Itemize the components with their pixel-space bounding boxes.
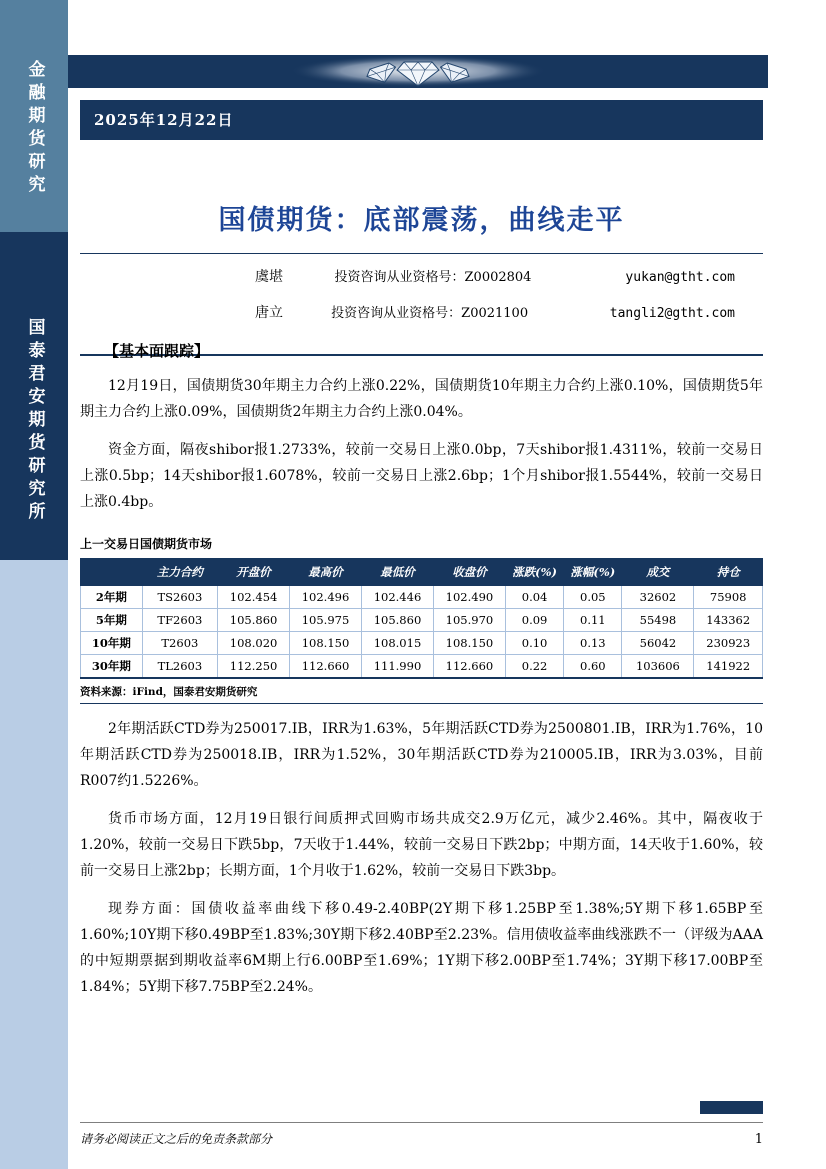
table-cell: 105.860 xyxy=(362,609,434,632)
table-cell: 0.05 xyxy=(564,586,622,609)
author-qualification: 投资咨询从业资格号：Z0021100 xyxy=(331,306,529,321)
table-row xyxy=(81,655,763,679)
table-cell: 30年期 xyxy=(81,655,143,679)
author-qualification: 投资咨询从业资格号：Z0002804 xyxy=(334,270,532,285)
sidebar-category-band xyxy=(0,0,68,232)
table-cell: 0.13 xyxy=(564,632,622,655)
footer xyxy=(80,1122,763,1147)
table-header-row xyxy=(81,559,763,586)
table-header-cell: 涨幅(%) xyxy=(564,559,622,586)
paragraph: 货币市场方面，12月19日银行间质押式回购市场共成交2.9万亿元，减少2.46%。其中，隔夜收于1.20%，较前一交易日下跌5bp，7天收于1.44%，较前一交易日下跌2bp；中期方面，14天收于1.60%，较前一交易日上涨2bp；长期方面，1个月收于1.62%，较前一交易日下跌3bp。 xyxy=(80,811,763,880)
table-cell: 0.11 xyxy=(564,609,622,632)
report-body xyxy=(80,340,763,1000)
table-cell: 55498 xyxy=(622,609,694,632)
table-cell: 108.020 xyxy=(218,632,290,655)
table-cell: 102.496 xyxy=(290,586,362,609)
table-cell: 112.250 xyxy=(218,655,290,679)
table-row xyxy=(81,609,763,632)
table-cell: 0.22 xyxy=(505,655,563,679)
table-cell: 141922 xyxy=(694,655,763,679)
table-row xyxy=(81,586,763,609)
table-cell: 111.990 xyxy=(362,655,434,679)
table-cell: 105.860 xyxy=(218,609,290,632)
table-cell: 10年期 xyxy=(81,632,143,655)
paragraph: 现券方面：国债收益率曲线下移0.49-2.40BP(2Y期下移1.25BP至1.38%;5Y期下移1.65BP至1.60%;10Y期下移0.49BP至1.83%;30Y期下移2.40BP至2.23%。信用债收益率曲线涨跌不一（评级为AAA的中短期票据到期收益率6M期上行6.00BP至1.69%；1Y期下移2.00BP至1.74%；3Y期下移17.00BP至1.84%；5Y期下移7.75BP至2.24%。 xyxy=(80,901,763,996)
table-header-cell: 涨跌(%) xyxy=(505,559,563,586)
section-header: 【基本面跟踪】 xyxy=(104,342,210,360)
table-header-cell: 持仓 xyxy=(694,559,763,586)
sidebar-institute-band xyxy=(0,232,68,560)
table-cell: 230923 xyxy=(694,632,763,655)
table-cell: 5年期 xyxy=(81,609,143,632)
table-cell: T2603 xyxy=(142,632,217,655)
author-name: 唐立 xyxy=(255,305,283,321)
report-title: 国债期货：底部震荡，曲线走平 xyxy=(218,205,625,236)
date-bar: 2025年12月22日 xyxy=(80,100,763,140)
table-cell: 102.454 xyxy=(218,586,290,609)
table-cell: 108.150 xyxy=(433,632,505,655)
table-cell: 0.60 xyxy=(564,655,622,679)
paragraph: 2年期活跃CTD券为250017.IB，IRR为1.63%，5年期活跃CTD券为2500801.IB，IRR为1.76%，10年期活跃CTD券为250018.IB，IRR为1.52%，30年期活跃CTD券为210005.IB，IRR为3.03%，目前R007约1.5226%。 xyxy=(80,721,763,790)
table-header-cell: 最低价 xyxy=(362,559,434,586)
table-title: 上一交易日国债期货市场 xyxy=(80,537,213,552)
table-cell: 0.04 xyxy=(505,586,563,609)
author-name: 虞堪 xyxy=(255,269,283,285)
paragraph: 资金方面，隔夜shibor报1.2733%，较前一交易日上涨0.0bp，7天shibor报1.4311%，较前一交易日上涨0.5bp；14天shibor报1.6078%，较前一交易日上涨2.6bp；1个月shibor报1.5544%，较前一交易日上涨0.4bp。 xyxy=(80,442,763,511)
footer-disclaimer: 请务必阅读正文之后的免责条款部分 xyxy=(80,1132,273,1146)
paragraph: 12月19日，国债期货30年期主力合约上涨0.22%，国债期货10年期主力合约上涨0.10%，国债期货5年期主力合约上涨0.09%，国债期货2年期主力合约上涨0.04%。 xyxy=(80,378,763,421)
table-header-cell: 主力合约 xyxy=(142,559,217,586)
table-row xyxy=(81,632,763,655)
sidebar-bottom-band xyxy=(0,560,68,1169)
table-header-cell: 最高价 xyxy=(290,559,362,586)
table-cell: 143362 xyxy=(694,609,763,632)
left-sidebar xyxy=(0,0,68,1169)
table-cell: 56042 xyxy=(622,632,694,655)
table-cell: 102.446 xyxy=(362,586,434,609)
table-cell: 112.660 xyxy=(433,655,505,679)
table-cell: 102.490 xyxy=(433,586,505,609)
footer-accent-bar xyxy=(700,1101,763,1114)
table-cell: 32602 xyxy=(622,586,694,609)
author-row xyxy=(255,302,735,338)
table-cell: 108.015 xyxy=(362,632,434,655)
table-header-cell: 成交 xyxy=(622,559,694,586)
source-note: 资料来源：iFind，国泰君安期货研究 xyxy=(80,679,763,704)
author-email[interactable]: yukan@gtht.com xyxy=(625,270,735,285)
table-cell: TF2603 xyxy=(142,609,217,632)
market-table xyxy=(80,558,763,679)
sidebar-category-label: 金融期货研究 xyxy=(24,60,45,198)
header-banner xyxy=(68,55,768,88)
table-cell: 0.10 xyxy=(505,632,563,655)
table-cell: 105.975 xyxy=(290,609,362,632)
table-cell: 108.150 xyxy=(290,632,362,655)
table-cell: TL2603 xyxy=(142,655,217,679)
author-row xyxy=(255,266,735,302)
table-cell: 112.660 xyxy=(290,655,362,679)
table-header-cell: 收盘价 xyxy=(433,559,505,586)
table-header-cell xyxy=(81,559,143,586)
author-email[interactable]: tangli2@gtht.com xyxy=(609,306,735,321)
table-cell: 2年期 xyxy=(81,586,143,609)
table-cell: 105.970 xyxy=(433,609,505,632)
table-header-cell: 开盘价 xyxy=(218,559,290,586)
sidebar-institute-label: 国泰君安期货研究所 xyxy=(24,318,45,525)
table-cell: 103606 xyxy=(622,655,694,679)
diamond-logo-icon xyxy=(288,55,548,88)
table-cell: 0.09 xyxy=(505,609,563,632)
table-cell: TS2603 xyxy=(142,586,217,609)
page-number: 1 xyxy=(754,1132,763,1147)
table-cell: 75908 xyxy=(694,586,763,609)
